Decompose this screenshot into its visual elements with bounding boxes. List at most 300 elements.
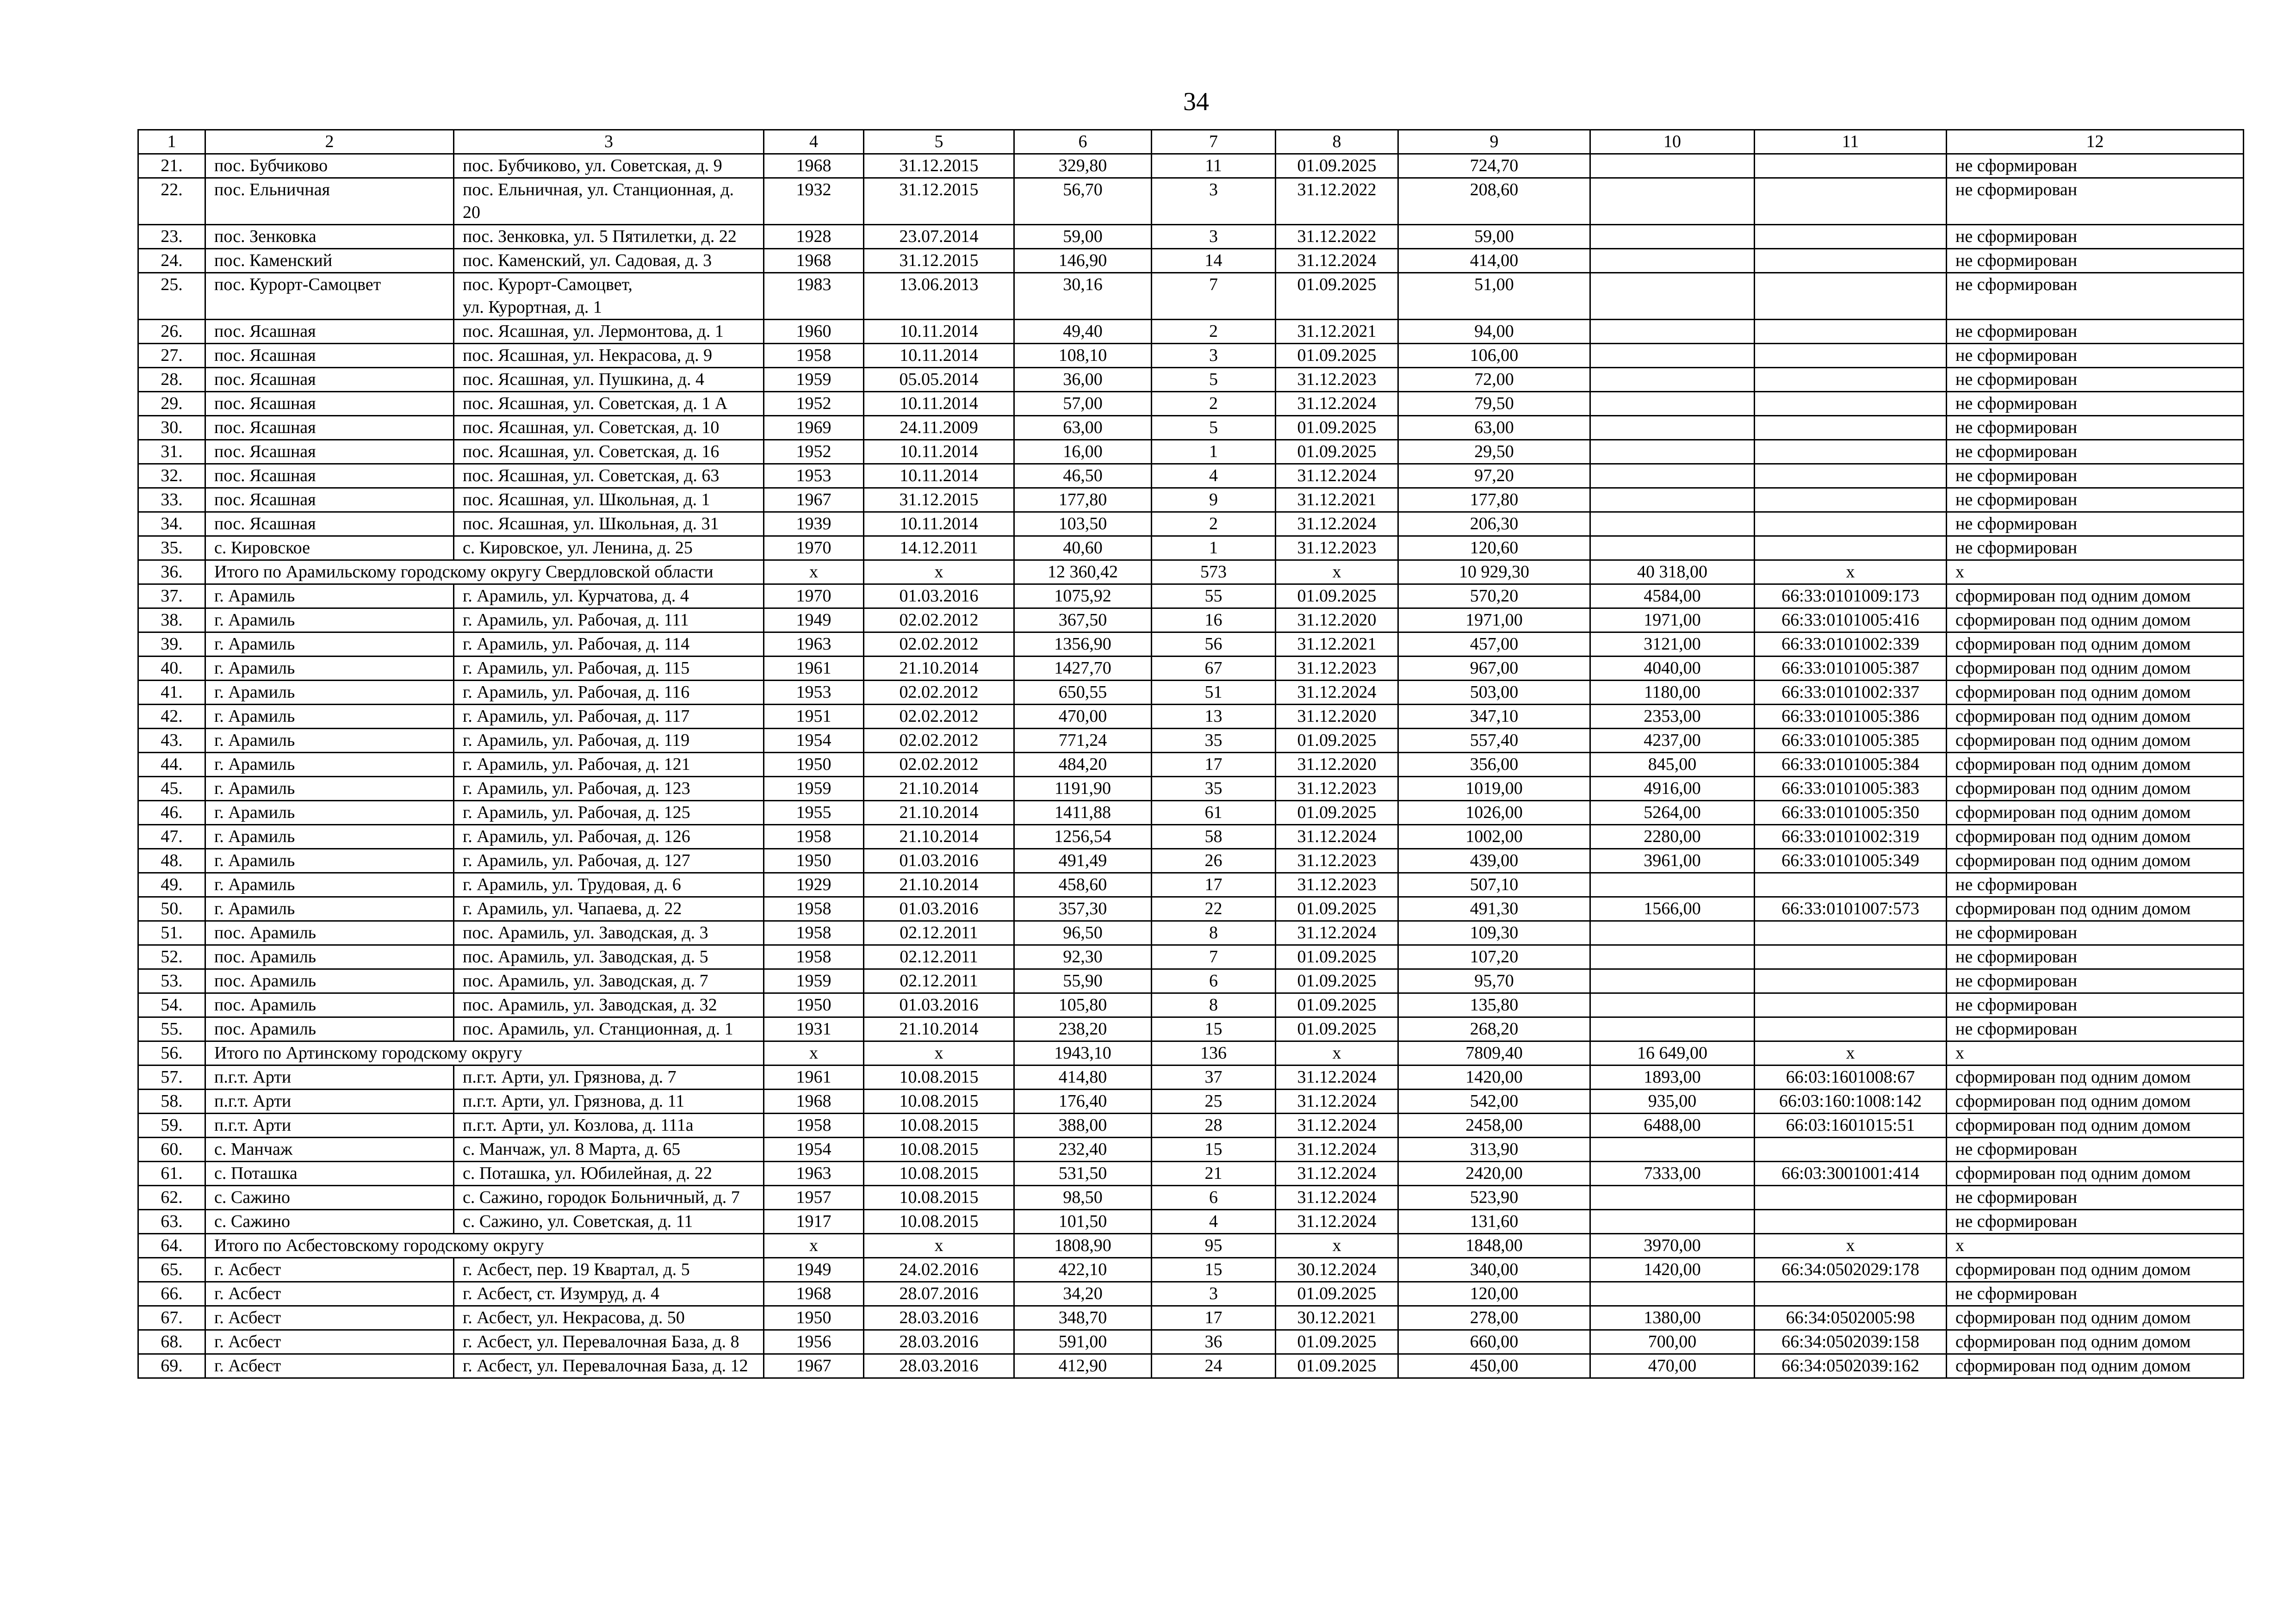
cell-date: 31.12.2015 <box>864 249 1014 273</box>
cell-resettle-area: 967,00 <box>1398 657 1590 681</box>
cell-residents: 24 <box>1152 1354 1276 1378</box>
cell-date: 10.11.2014 <box>864 320 1014 344</box>
cell-residents: 2 <box>1152 512 1276 536</box>
cell-locality: г. Арамиль <box>205 584 454 608</box>
cell-num: 32. <box>138 464 205 488</box>
cell-deadline: 31.12.2024 <box>1276 921 1398 945</box>
cell-locality: п.г.т. Арти <box>205 1114 454 1138</box>
cell-residents: 1 <box>1152 440 1276 464</box>
cell-locality: г. Арамиль <box>205 777 454 801</box>
cell-locality: г. Арамиль <box>205 825 454 849</box>
cell-deadline: 31.12.2023 <box>1276 873 1398 897</box>
table-row <box>138 1162 2244 1186</box>
cell-date: 28.03.2016 <box>864 1330 1014 1354</box>
cell-land-area: 3961,00 <box>1590 849 1755 873</box>
column-number-header: 2 <box>205 130 454 154</box>
cell-land-area <box>1590 993 1755 1017</box>
table-row <box>138 392 2244 416</box>
cell-year: х <box>764 560 864 584</box>
cell-year: 1961 <box>764 657 864 681</box>
cell-cadastral-number <box>1755 1186 1947 1210</box>
cell-land-area: 4040,00 <box>1590 657 1755 681</box>
cell-cadastral-number <box>1755 969 1947 993</box>
cell-num: 53. <box>138 969 205 993</box>
cell-resettle-area: 1019,00 <box>1398 777 1590 801</box>
cell-resettle-area: 208,60 <box>1398 178 1590 225</box>
cell-area: 412,90 <box>1014 1354 1152 1378</box>
table-row <box>138 849 2244 873</box>
table-row <box>138 249 2244 273</box>
cell-area: 329,80 <box>1014 154 1152 178</box>
cell-year: 1950 <box>764 849 864 873</box>
cell-num: 30. <box>138 416 205 440</box>
cell-land-area <box>1590 344 1755 368</box>
cell-residents: 67 <box>1152 657 1276 681</box>
cell-cadastral-number: х <box>1755 560 1947 584</box>
cell-address: г. Арамиль, ул. Рабочая, д. 127 <box>454 849 764 873</box>
cell-deadline: 31.12.2024 <box>1276 464 1398 488</box>
cell-land-area <box>1590 1138 1755 1162</box>
table-row <box>138 873 2244 897</box>
cell-land-area <box>1590 921 1755 945</box>
cell-num: 69. <box>138 1354 205 1378</box>
cell-land-area <box>1590 873 1755 897</box>
cell-year: 1960 <box>764 320 864 344</box>
cell-address: с. Кировское, ул. Ленина, д. 25 <box>454 536 764 560</box>
cell-area: 422,10 <box>1014 1258 1152 1282</box>
cell-land-area: 2280,00 <box>1590 825 1755 849</box>
cell-resettle-area: 1971,00 <box>1398 608 1590 632</box>
cell-land-status: сформирован под одним домом <box>1947 1162 2244 1186</box>
cell-resettle-area: 570,20 <box>1398 584 1590 608</box>
cell-deadline: 01.09.2025 <box>1276 154 1398 178</box>
cell-cadastral-number: 66:34:0502005:98 <box>1755 1306 1947 1330</box>
cell-date: 21.10.2014 <box>864 825 1014 849</box>
cell-deadline: 01.09.2025 <box>1276 801 1398 825</box>
cell-address: с. Манчаж, ул. 8 Марта, д. 65 <box>454 1138 764 1162</box>
cell-date: 10.11.2014 <box>864 392 1014 416</box>
cell-deadline: 01.09.2025 <box>1276 416 1398 440</box>
cell-cadastral-number <box>1755 512 1947 536</box>
cell-address: г. Арамиль, ул. Трудовая, д. 6 <box>454 873 764 897</box>
cell-deadline: х <box>1276 1234 1398 1258</box>
table-row <box>138 945 2244 969</box>
cell-land-status: не сформирован <box>1947 154 2244 178</box>
cell-area: 146,90 <box>1014 249 1152 273</box>
cell-locality: пос. Каменский <box>205 249 454 273</box>
cell-date: 28.03.2016 <box>864 1306 1014 1330</box>
cell-resettle-area: 29,50 <box>1398 440 1590 464</box>
cell-land-area: 7333,00 <box>1590 1162 1755 1186</box>
table-row <box>138 1017 2244 1041</box>
cell-area: 55,90 <box>1014 969 1152 993</box>
cell-year: 1968 <box>764 1090 864 1114</box>
cell-locality: г. Арамиль <box>205 657 454 681</box>
cell-locality: п.г.т. Арти <box>205 1090 454 1114</box>
cell-year: 1928 <box>764 225 864 249</box>
table-row <box>138 488 2244 512</box>
cell-land-status: сформирован под одним домом <box>1947 1090 2244 1114</box>
cell-date: 01.03.2016 <box>864 849 1014 873</box>
cell-land-status: не сформирован <box>1947 178 2244 225</box>
cell-locality: пос. Ясашная <box>205 392 454 416</box>
cell-resettle-area: 347,10 <box>1398 705 1590 729</box>
cell-area: 46,50 <box>1014 464 1152 488</box>
table-row <box>138 921 2244 945</box>
cell-address: г. Асбест, ул. Перевалочная База, д. 12 <box>454 1354 764 1378</box>
cell-num: 31. <box>138 440 205 464</box>
cell-land-status: не сформирован <box>1947 512 2244 536</box>
cell-cadastral-number <box>1755 1210 1947 1234</box>
cell-area: 57,00 <box>1014 392 1152 416</box>
cell-cadastral-number <box>1755 440 1947 464</box>
cell-land-status: не сформирован <box>1947 1017 2244 1041</box>
cell-resettle-area: 72,00 <box>1398 368 1590 392</box>
cell-locality: г. Арамиль <box>205 873 454 897</box>
cell-resettle-area: 491,30 <box>1398 897 1590 921</box>
cell-date: 23.07.2014 <box>864 225 1014 249</box>
cell-residents: 4 <box>1152 1210 1276 1234</box>
cell-address: пос. Бубчиково, ул. Советская, д. 9 <box>454 154 764 178</box>
cell-resettle-area: 313,90 <box>1398 1138 1590 1162</box>
cell-area: 484,20 <box>1014 753 1152 777</box>
cell-year: 1958 <box>764 921 864 945</box>
cell-year: 1950 <box>764 1306 864 1330</box>
cell-year: 1961 <box>764 1065 864 1090</box>
cell-deadline: 01.09.2025 <box>1276 969 1398 993</box>
cell-date: 01.03.2016 <box>864 584 1014 608</box>
cell-land-area: 5264,00 <box>1590 801 1755 825</box>
cell-address: пос. Ясашная, ул. Советская, д. 63 <box>454 464 764 488</box>
table-row <box>138 1306 2244 1330</box>
table-row <box>138 1210 2244 1234</box>
cell-address: г. Арамиль, ул. Рабочая, д. 125 <box>454 801 764 825</box>
cell-locality: г. Арамиль <box>205 681 454 705</box>
cell-deadline: 31.12.2024 <box>1276 681 1398 705</box>
table-row <box>138 584 2244 608</box>
cell-land-status: сформирован под одним домом <box>1947 608 2244 632</box>
cell-date: 10.08.2015 <box>864 1065 1014 1090</box>
cell-land-area <box>1590 488 1755 512</box>
page-number: 34 <box>1183 87 1209 116</box>
cell-area: 34,20 <box>1014 1282 1152 1306</box>
table-row <box>138 1114 2244 1138</box>
cell-num: 47. <box>138 825 205 849</box>
cell-residents: 13 <box>1152 705 1276 729</box>
cell-cadastral-number: 66:03:3001001:414 <box>1755 1162 1947 1186</box>
cell-residents: 15 <box>1152 1258 1276 1282</box>
cell-residents: 2 <box>1152 320 1276 344</box>
cell-address: п.г.т. Арти, ул. Грязнова, д. 7 <box>454 1065 764 1090</box>
housing-register-table <box>137 129 2244 1379</box>
cell-land-status: сформирован под одним домом <box>1947 632 2244 657</box>
cell-num: 25. <box>138 273 205 320</box>
cell-cadastral-number <box>1755 536 1947 560</box>
cell-locality: г. Асбест <box>205 1258 454 1282</box>
cell-land-area: 3121,00 <box>1590 632 1755 657</box>
cell-cadastral-number <box>1755 249 1947 273</box>
cell-num: 38. <box>138 608 205 632</box>
cell-area: 1256,54 <box>1014 825 1152 849</box>
cell-area: 12 360,42 <box>1014 560 1152 584</box>
cell-locality: с. Манчаж <box>205 1138 454 1162</box>
table-row <box>138 1138 2244 1162</box>
cell-area: 1943,10 <box>1014 1041 1152 1065</box>
cell-deadline: 01.09.2025 <box>1276 1282 1398 1306</box>
cell-residents: 5 <box>1152 368 1276 392</box>
cell-land-area <box>1590 368 1755 392</box>
cell-area: 56,70 <box>1014 178 1152 225</box>
cell-area: 105,80 <box>1014 993 1152 1017</box>
cell-locality: пос. Ельничная <box>205 178 454 225</box>
cell-cadastral-number: 66:33:0101007:573 <box>1755 897 1947 921</box>
cell-address: пос. Ясашная, ул. Некрасова, д. 9 <box>454 344 764 368</box>
table-row <box>138 729 2244 753</box>
cell-resettle-area: 97,20 <box>1398 464 1590 488</box>
cell-locality: г. Арамиль <box>205 729 454 753</box>
cell-address: пос. Ясашная, ул. Пушкина, д. 4 <box>454 368 764 392</box>
cell-address: г. Арамиль, ул. Рабочая, д. 117 <box>454 705 764 729</box>
table-row <box>138 536 2244 560</box>
cell-locality: пос. Ясашная <box>205 344 454 368</box>
cell-year: 1963 <box>764 1162 864 1186</box>
cell-land-status: не сформирован <box>1947 1210 2244 1234</box>
cell-resettle-area: 1420,00 <box>1398 1065 1590 1090</box>
cell-land-status: не сформирован <box>1947 1138 2244 1162</box>
cell-deadline: 31.12.2023 <box>1276 657 1398 681</box>
cell-locality: пос. Ясашная <box>205 440 454 464</box>
cell-year: 1932 <box>764 178 864 225</box>
cell-area: 1356,90 <box>1014 632 1152 657</box>
cell-area: 30,16 <box>1014 273 1152 320</box>
table-row <box>138 753 2244 777</box>
cell-residents: 26 <box>1152 849 1276 873</box>
cell-deadline: 01.09.2025 <box>1276 1354 1398 1378</box>
table-row <box>138 1090 2244 1114</box>
cell-year: 1957 <box>764 1186 864 1210</box>
cell-num: 41. <box>138 681 205 705</box>
table-row <box>138 1186 2244 1210</box>
cell-cadastral-number: 66:33:0101009:173 <box>1755 584 1947 608</box>
cell-residents: 17 <box>1152 753 1276 777</box>
cell-date: 10.08.2015 <box>864 1162 1014 1186</box>
column-number-header: 1 <box>138 130 205 154</box>
cell-year: 1968 <box>764 249 864 273</box>
cell-year: 1958 <box>764 897 864 921</box>
cell-land-area <box>1590 225 1755 249</box>
cell-residents: 9 <box>1152 488 1276 512</box>
cell-deadline: 31.12.2021 <box>1276 320 1398 344</box>
cell-address: пос. Каменский, ул. Садовая, д. 3 <box>454 249 764 273</box>
cell-land-status: сформирован под одним домом <box>1947 801 2244 825</box>
cell-num: 46. <box>138 801 205 825</box>
cell-deadline: 01.09.2025 <box>1276 344 1398 368</box>
cell-resettle-area: 340,00 <box>1398 1258 1590 1282</box>
cell-num: 54. <box>138 993 205 1017</box>
cell-date: 31.12.2015 <box>864 154 1014 178</box>
cell-cadastral-number: 66:33:0101005:385 <box>1755 729 1947 753</box>
cell-cadastral-number <box>1755 488 1947 512</box>
cell-cadastral-number: 66:03:1601015:51 <box>1755 1114 1947 1138</box>
cell-deadline: 31.12.2024 <box>1276 1114 1398 1138</box>
cell-land-area <box>1590 512 1755 536</box>
cell-num: 65. <box>138 1258 205 1282</box>
cell-locality: пос. Ясашная <box>205 368 454 392</box>
cell-deadline: 31.12.2024 <box>1276 1065 1398 1090</box>
cell-land-status: не сформирован <box>1947 464 2244 488</box>
cell-year: 1917 <box>764 1210 864 1234</box>
column-number-header: 4 <box>764 130 864 154</box>
subtotal-row <box>138 1234 2244 1258</box>
cell-year: 1956 <box>764 1330 864 1354</box>
cell-num: 40. <box>138 657 205 681</box>
cell-address: г. Арамиль, ул. Чапаева, д. 22 <box>454 897 764 921</box>
table-row <box>138 368 2244 392</box>
table-row <box>138 705 2244 729</box>
cell-land-area: 6488,00 <box>1590 1114 1755 1138</box>
cell-year: 1963 <box>764 632 864 657</box>
cell-address: г. Асбест, ст. Изумруд, д. 4 <box>454 1282 764 1306</box>
cell-land-area <box>1590 536 1755 560</box>
cell-locality: пос. Ясашная <box>205 464 454 488</box>
cell-area: 96,50 <box>1014 921 1152 945</box>
cell-land-status: сформирован под одним домом <box>1947 584 2244 608</box>
cell-address: пос. Арамиль, ул. Заводская, д. 7 <box>454 969 764 993</box>
cell-area: 591,00 <box>1014 1330 1152 1354</box>
cell-address: пос. Ясашная, ул. Школьная, д. 1 <box>454 488 764 512</box>
cell-land-status: не сформирован <box>1947 488 2244 512</box>
table-header-row <box>138 130 2244 154</box>
cell-address: г. Асбест, ул. Перевалочная База, д. 8 <box>454 1330 764 1354</box>
cell-date: 10.08.2015 <box>864 1138 1014 1162</box>
cell-address: пос. Курорт-Самоцвет, ул. Курортная, д. 1 <box>454 273 764 320</box>
cell-address: г. Арамиль, ул. Рабочая, д. 115 <box>454 657 764 681</box>
cell-resettle-area: 131,60 <box>1398 1210 1590 1234</box>
column-number-header: 10 <box>1590 130 1755 154</box>
cell-date: 21.10.2014 <box>864 801 1014 825</box>
cell-date: 21.10.2014 <box>864 873 1014 897</box>
cell-year: 1967 <box>764 1354 864 1378</box>
cell-resettle-area: 542,00 <box>1398 1090 1590 1114</box>
cell-locality: г. Арамиль <box>205 705 454 729</box>
table-row <box>138 801 2244 825</box>
cell-cadastral-number <box>1755 392 1947 416</box>
cell-area: 232,40 <box>1014 1138 1152 1162</box>
cell-area: 59,00 <box>1014 225 1152 249</box>
cell-locality: г. Асбест <box>205 1306 454 1330</box>
cell-locality: с. Кировское <box>205 536 454 560</box>
cell-num: 56. <box>138 1041 205 1065</box>
subtotal-row <box>138 1041 2244 1065</box>
cell-land-area: 16 649,00 <box>1590 1041 1755 1065</box>
cell-cadastral-number: х <box>1755 1234 1947 1258</box>
cell-land-status: не сформирован <box>1947 392 2244 416</box>
cell-cadastral-number <box>1755 273 1947 320</box>
cell-year: 1950 <box>764 993 864 1017</box>
cell-address: п.г.т. Арти, ул. Грязнова, д. 11 <box>454 1090 764 1114</box>
cell-resettle-area: 278,00 <box>1398 1306 1590 1330</box>
cell-year: 1970 <box>764 536 864 560</box>
table-row <box>138 1330 2244 1354</box>
cell-address: г. Арамиль, ул. Рабочая, д. 116 <box>454 681 764 705</box>
column-number-header: 6 <box>1014 130 1152 154</box>
cell-land-area: 40 318,00 <box>1590 560 1755 584</box>
table-row <box>138 632 2244 657</box>
cell-locality: г. Асбест <box>205 1282 454 1306</box>
table-row <box>138 825 2244 849</box>
cell-year: 1952 <box>764 440 864 464</box>
cell-cadastral-number: 66:33:0101002:337 <box>1755 681 1947 705</box>
cell-land-status: сформирован под одним домом <box>1947 1258 2244 1282</box>
cell-num: 60. <box>138 1138 205 1162</box>
cell-year: 1967 <box>764 488 864 512</box>
cell-address: пос. Ясашная, ул. Школьная, д. 31 <box>454 512 764 536</box>
cell-resettle-area: 109,30 <box>1398 921 1590 945</box>
cell-land-status: не сформирован <box>1947 536 2244 560</box>
cell-num: 36. <box>138 560 205 584</box>
cell-cadastral-number: х <box>1755 1041 1947 1065</box>
cell-deadline: 31.12.2020 <box>1276 753 1398 777</box>
cell-area: 470,00 <box>1014 705 1152 729</box>
cell-num: 43. <box>138 729 205 753</box>
cell-locality: г. Асбест <box>205 1330 454 1354</box>
cell-date: 10.08.2015 <box>864 1210 1014 1234</box>
cell-locality: г. Арамиль <box>205 897 454 921</box>
cell-land-area <box>1590 1282 1755 1306</box>
cell-area: 1075,92 <box>1014 584 1152 608</box>
table-row <box>138 273 2244 320</box>
cell-address: с. Сажино, ул. Советская, д. 11 <box>454 1210 764 1234</box>
cell-address: с. Поташка, ул. Юбилейная, д. 22 <box>454 1162 764 1186</box>
cell-deadline: 31.12.2022 <box>1276 225 1398 249</box>
cell-date: 02.02.2012 <box>864 608 1014 632</box>
cell-address: п.г.т. Арти, ул. Козлова, д. 111а <box>454 1114 764 1138</box>
cell-residents: 6 <box>1152 1186 1276 1210</box>
cell-locality: пос. Ясашная <box>205 416 454 440</box>
cell-area: 103,50 <box>1014 512 1152 536</box>
cell-date: 02.02.2012 <box>864 729 1014 753</box>
cell-area: 101,50 <box>1014 1210 1152 1234</box>
cell-year: 1939 <box>764 512 864 536</box>
cell-cadastral-number: 66:03:1601008:67 <box>1755 1065 1947 1090</box>
cell-area: 98,50 <box>1014 1186 1152 1210</box>
cell-land-area: 470,00 <box>1590 1354 1755 1378</box>
cell-num: 35. <box>138 536 205 560</box>
cell-resettle-area: 503,00 <box>1398 681 1590 705</box>
cell-residents: 5 <box>1152 416 1276 440</box>
cell-num: 24. <box>138 249 205 273</box>
column-number-header: 9 <box>1398 130 1590 154</box>
cell-cadastral-number <box>1755 225 1947 249</box>
cell-resettle-area: 557,40 <box>1398 729 1590 753</box>
cell-address: г. Асбест, ул. Некрасова, д. 50 <box>454 1306 764 1330</box>
cell-residents: 28 <box>1152 1114 1276 1138</box>
cell-locality: пос. Арамиль <box>205 921 454 945</box>
cell-residents: 55 <box>1152 584 1276 608</box>
cell-land-status: не сформирован <box>1947 440 2244 464</box>
cell-date: 02.12.2011 <box>864 921 1014 945</box>
cell-land-status: не сформирован <box>1947 368 2244 392</box>
cell-resettle-area: 79,50 <box>1398 392 1590 416</box>
cell-num: 27. <box>138 344 205 368</box>
cell-num: 45. <box>138 777 205 801</box>
cell-address: пос. Зенковка, ул. 5 Пятилетки, д. 22 <box>454 225 764 249</box>
cell-resettle-area: 63,00 <box>1398 416 1590 440</box>
cell-resettle-area: 51,00 <box>1398 273 1590 320</box>
cell-address: г. Арамиль, ул. Рабочая, д. 111 <box>454 608 764 632</box>
cell-cadastral-number: 66:33:0101002:319 <box>1755 825 1947 849</box>
cell-deadline: 31.12.2023 <box>1276 849 1398 873</box>
